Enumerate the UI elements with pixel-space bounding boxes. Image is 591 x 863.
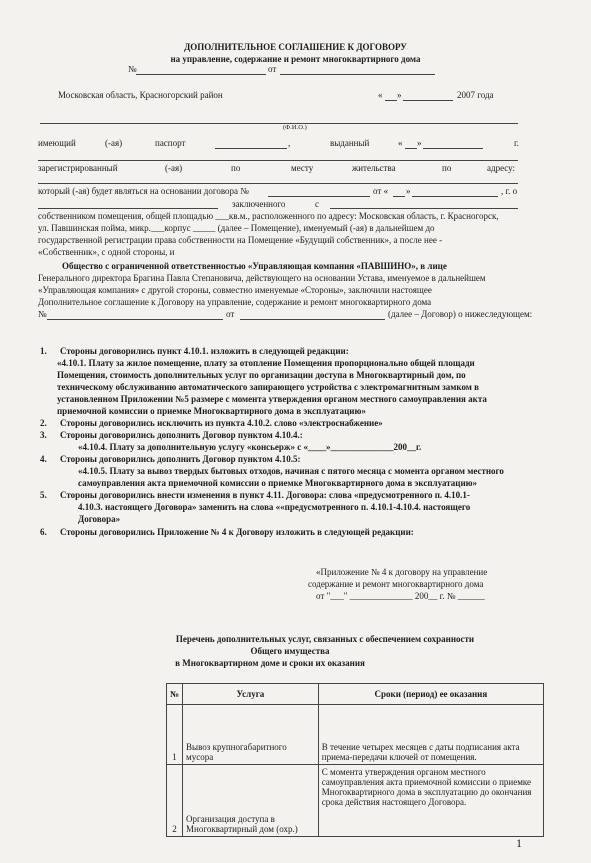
- item-text: самоуправления акта приемочной комиссии о приемке Многоквартирного дома в эксплуатацию»: [78, 478, 478, 488]
- contract-day-blank: [393, 196, 405, 197]
- document-subtitle: на управление, содержание и ремонт многоквартирного дома: [170, 54, 421, 64]
- row-number: 1: [167, 705, 183, 765]
- preamble-word: имеющий: [38, 138, 76, 148]
- column-header: №: [167, 684, 183, 705]
- service-term: С момента утверждения органом местного самоуправления акта приемочной комиссии о приемке Многоквартирного дома в эксплуатацию до окончания срока действия настоящего Договора.: [318, 765, 543, 837]
- services-list-title: Перечень дополнительных услуг, связанных с обеспечением сохранности: [175, 634, 475, 644]
- preamble-text: ул. Павшинская пойма, микр.___корпус _____ (далее – Помещение), именуемый (-ая) в дальнейшем до: [38, 223, 435, 233]
- item-text: «4.10.5. Плату за вывоз твердых бытовых отходов, начиная с пятого месяца с момента органом местного: [78, 466, 504, 476]
- preamble-word: »: [406, 186, 411, 196]
- services-list-title: Общего имущества: [250, 646, 330, 656]
- item-number: 5.: [40, 490, 47, 500]
- item-text: Стороны договорились внести изменения в пункт 4.11. Договора: слова «предусмотренного п. 4.10.1-: [60, 490, 470, 500]
- main-contract-date-blank: [240, 319, 385, 320]
- contract-basis-text: который (-ая) будет являться на основании договора №: [38, 186, 249, 196]
- item-text: 4.10.3. настоящего Договора» заменить на слова ««предусмотренного п. 4.10.1-4.10.4. настоящего: [78, 502, 471, 512]
- party-blank-left: [38, 208, 218, 209]
- company-text: «Управляющая компания» с другой стороны, совместно именуемые «Стороны», заключили настоящее: [38, 285, 432, 295]
- preamble-text: собственником помещения, общей площадью ___кв.м., расположенного по адресу: Московская область, г. Красногорск,: [38, 211, 499, 221]
- item-number: 3.: [40, 430, 47, 440]
- item-number: 2.: [40, 418, 47, 428]
- company-text: Дополнительное соглашение к Договору на управление, содержание и ремонт многоквартирного дома: [38, 297, 432, 307]
- preamble-word: паспорт: [155, 138, 186, 148]
- item-text: Стороны договорились дополнить Договор пунктом 4.10.5:: [60, 454, 301, 464]
- contract-number-blank: [268, 196, 370, 197]
- services-list-title: в Многоквартирном доме и сроки их оказания: [175, 658, 365, 668]
- appendix-reference: содержание и ремонт многоквартирного дома: [308, 579, 484, 589]
- date-year: 2007 года: [457, 90, 494, 100]
- passport-blank: [215, 148, 287, 149]
- preamble-word: месту: [291, 163, 314, 173]
- contract-date-blank: [412, 196, 498, 197]
- appendix-reference: от "___" ______________ 200__ г. № ______: [316, 591, 485, 601]
- fio-caption: (Ф.И.О.): [283, 124, 307, 131]
- column-header: Услуга: [183, 684, 319, 705]
- services-table: [166, 683, 544, 837]
- preamble-word: , г. о: [501, 186, 518, 196]
- place-text: Московская область, Красногорский район: [58, 90, 223, 100]
- item-number: 4.: [40, 454, 47, 464]
- date-open: «: [378, 90, 383, 100]
- fio-blank: [40, 123, 518, 124]
- column-header: Сроки (период) ее оказания: [318, 684, 543, 705]
- item-number: 1.: [40, 346, 47, 356]
- company-text: Общество с ограниченной ответственностью «Управляющая компания «ПАВШИНО», в лице: [62, 261, 447, 271]
- agreement-date-label: от: [268, 64, 277, 74]
- item-text: Стороны договорились исключить из пункта 4.10.2. слово «электроснабжение»: [60, 418, 383, 428]
- page-number: 1: [516, 836, 522, 850]
- preamble-word: адресу:: [487, 163, 516, 173]
- preamble-word: с: [315, 199, 319, 209]
- agreement-number-blank: [136, 74, 266, 75]
- item-number: 6.: [40, 527, 47, 537]
- preamble-word: зарегистрированный: [38, 163, 118, 173]
- preamble-word: выданный: [330, 138, 370, 148]
- preamble-text: «Собственник», с одной стороны, и: [38, 247, 175, 257]
- main-contract-number-blank: [47, 319, 223, 320]
- appendix-reference: «Приложение № 4 к договору на управление: [316, 567, 488, 577]
- preamble-word: по: [442, 163, 452, 173]
- date-day-blank: [385, 100, 397, 101]
- preamble-word: жительства: [352, 163, 396, 173]
- preamble-word: заключенного: [232, 199, 286, 209]
- item-text: Стороны договорились Приложение № 4 к Договору изложить в следующей редакции:: [60, 527, 414, 537]
- preamble-word: по: [231, 163, 241, 173]
- table-header-row: [167, 684, 544, 705]
- company-text: №: [38, 309, 47, 319]
- preamble-word: г.: [514, 138, 519, 148]
- service-name: Организация доступа в Многоквартирный дом (охр.): [183, 765, 319, 837]
- preamble-text: государственной регистрации права собственности на Помещение «Будущий собственник», а после нее -: [38, 235, 443, 245]
- address-blank: [38, 183, 518, 184]
- date-close: »: [397, 90, 402, 100]
- service-name: Вывоз крупногабаритного мусора: [183, 705, 319, 765]
- item-text: приемочной комиссии о приемке Многоквартирного дома в эксплуатацию»: [57, 406, 366, 416]
- preamble-word: (-ая): [165, 163, 183, 173]
- preamble-word: »: [417, 138, 422, 148]
- item-text: «4.10.1. Плату за жилое помещение, плату за отопление Помещения пропорционально общей площади: [57, 358, 475, 368]
- agreement-number-label: №: [128, 64, 137, 74]
- row-number: 2: [167, 765, 183, 837]
- item-text: Помещения, стоимость дополнительных услуг по организации доступа в Многоквартирный дом, по: [57, 370, 466, 380]
- preamble-word: от «: [373, 186, 389, 196]
- item-text: «4.10.4. Плату за дополнительную услугу «консьерж» с «____»______________200__г.: [78, 442, 422, 452]
- preamble-word: (-ая): [105, 138, 123, 148]
- preamble-word: ,: [288, 138, 291, 148]
- item-text: установленном Приложении №5 размере с момента утверждения органом местного самоуправления акта: [57, 394, 487, 404]
- issued-day-blank: [405, 148, 417, 149]
- service-term: В течение четырех месяцев с даты подписания акта приема-передачи ключей от помещения.: [318, 705, 543, 765]
- item-text: Стороны договорились пункт 4.10.1. изложить в следующей редакции:: [60, 346, 349, 356]
- issued-by-blank: [38, 160, 518, 161]
- company-text: от: [226, 309, 235, 319]
- party-blank-right: [330, 208, 518, 209]
- table-row: [167, 705, 544, 765]
- document-title: ДОПОЛНИТЕЛЬНОЕ СОГЛАШЕНИЕ К ДОГОВОРУ: [184, 42, 407, 52]
- company-text: Генерального директора Брагина Павла Степановича, действующего на основании Устава, именуемое в дальнейшем: [38, 273, 486, 283]
- date-month-blank: [403, 100, 453, 101]
- issued-month-blank: [423, 148, 483, 149]
- preamble-word: «: [398, 138, 403, 148]
- table-row: [167, 765, 544, 837]
- agreement-date-blank: [280, 74, 435, 75]
- item-text: Стороны договорились дополнить Договор пунктом 4.10.4.:: [60, 430, 303, 440]
- item-text: Договора»: [78, 514, 121, 524]
- company-text: (далее – Договор) о нижеследующем:: [388, 309, 533, 319]
- item-text: техническому обслуживанию автоматического запирающего устройства с электромагнитным замком в: [57, 382, 480, 392]
